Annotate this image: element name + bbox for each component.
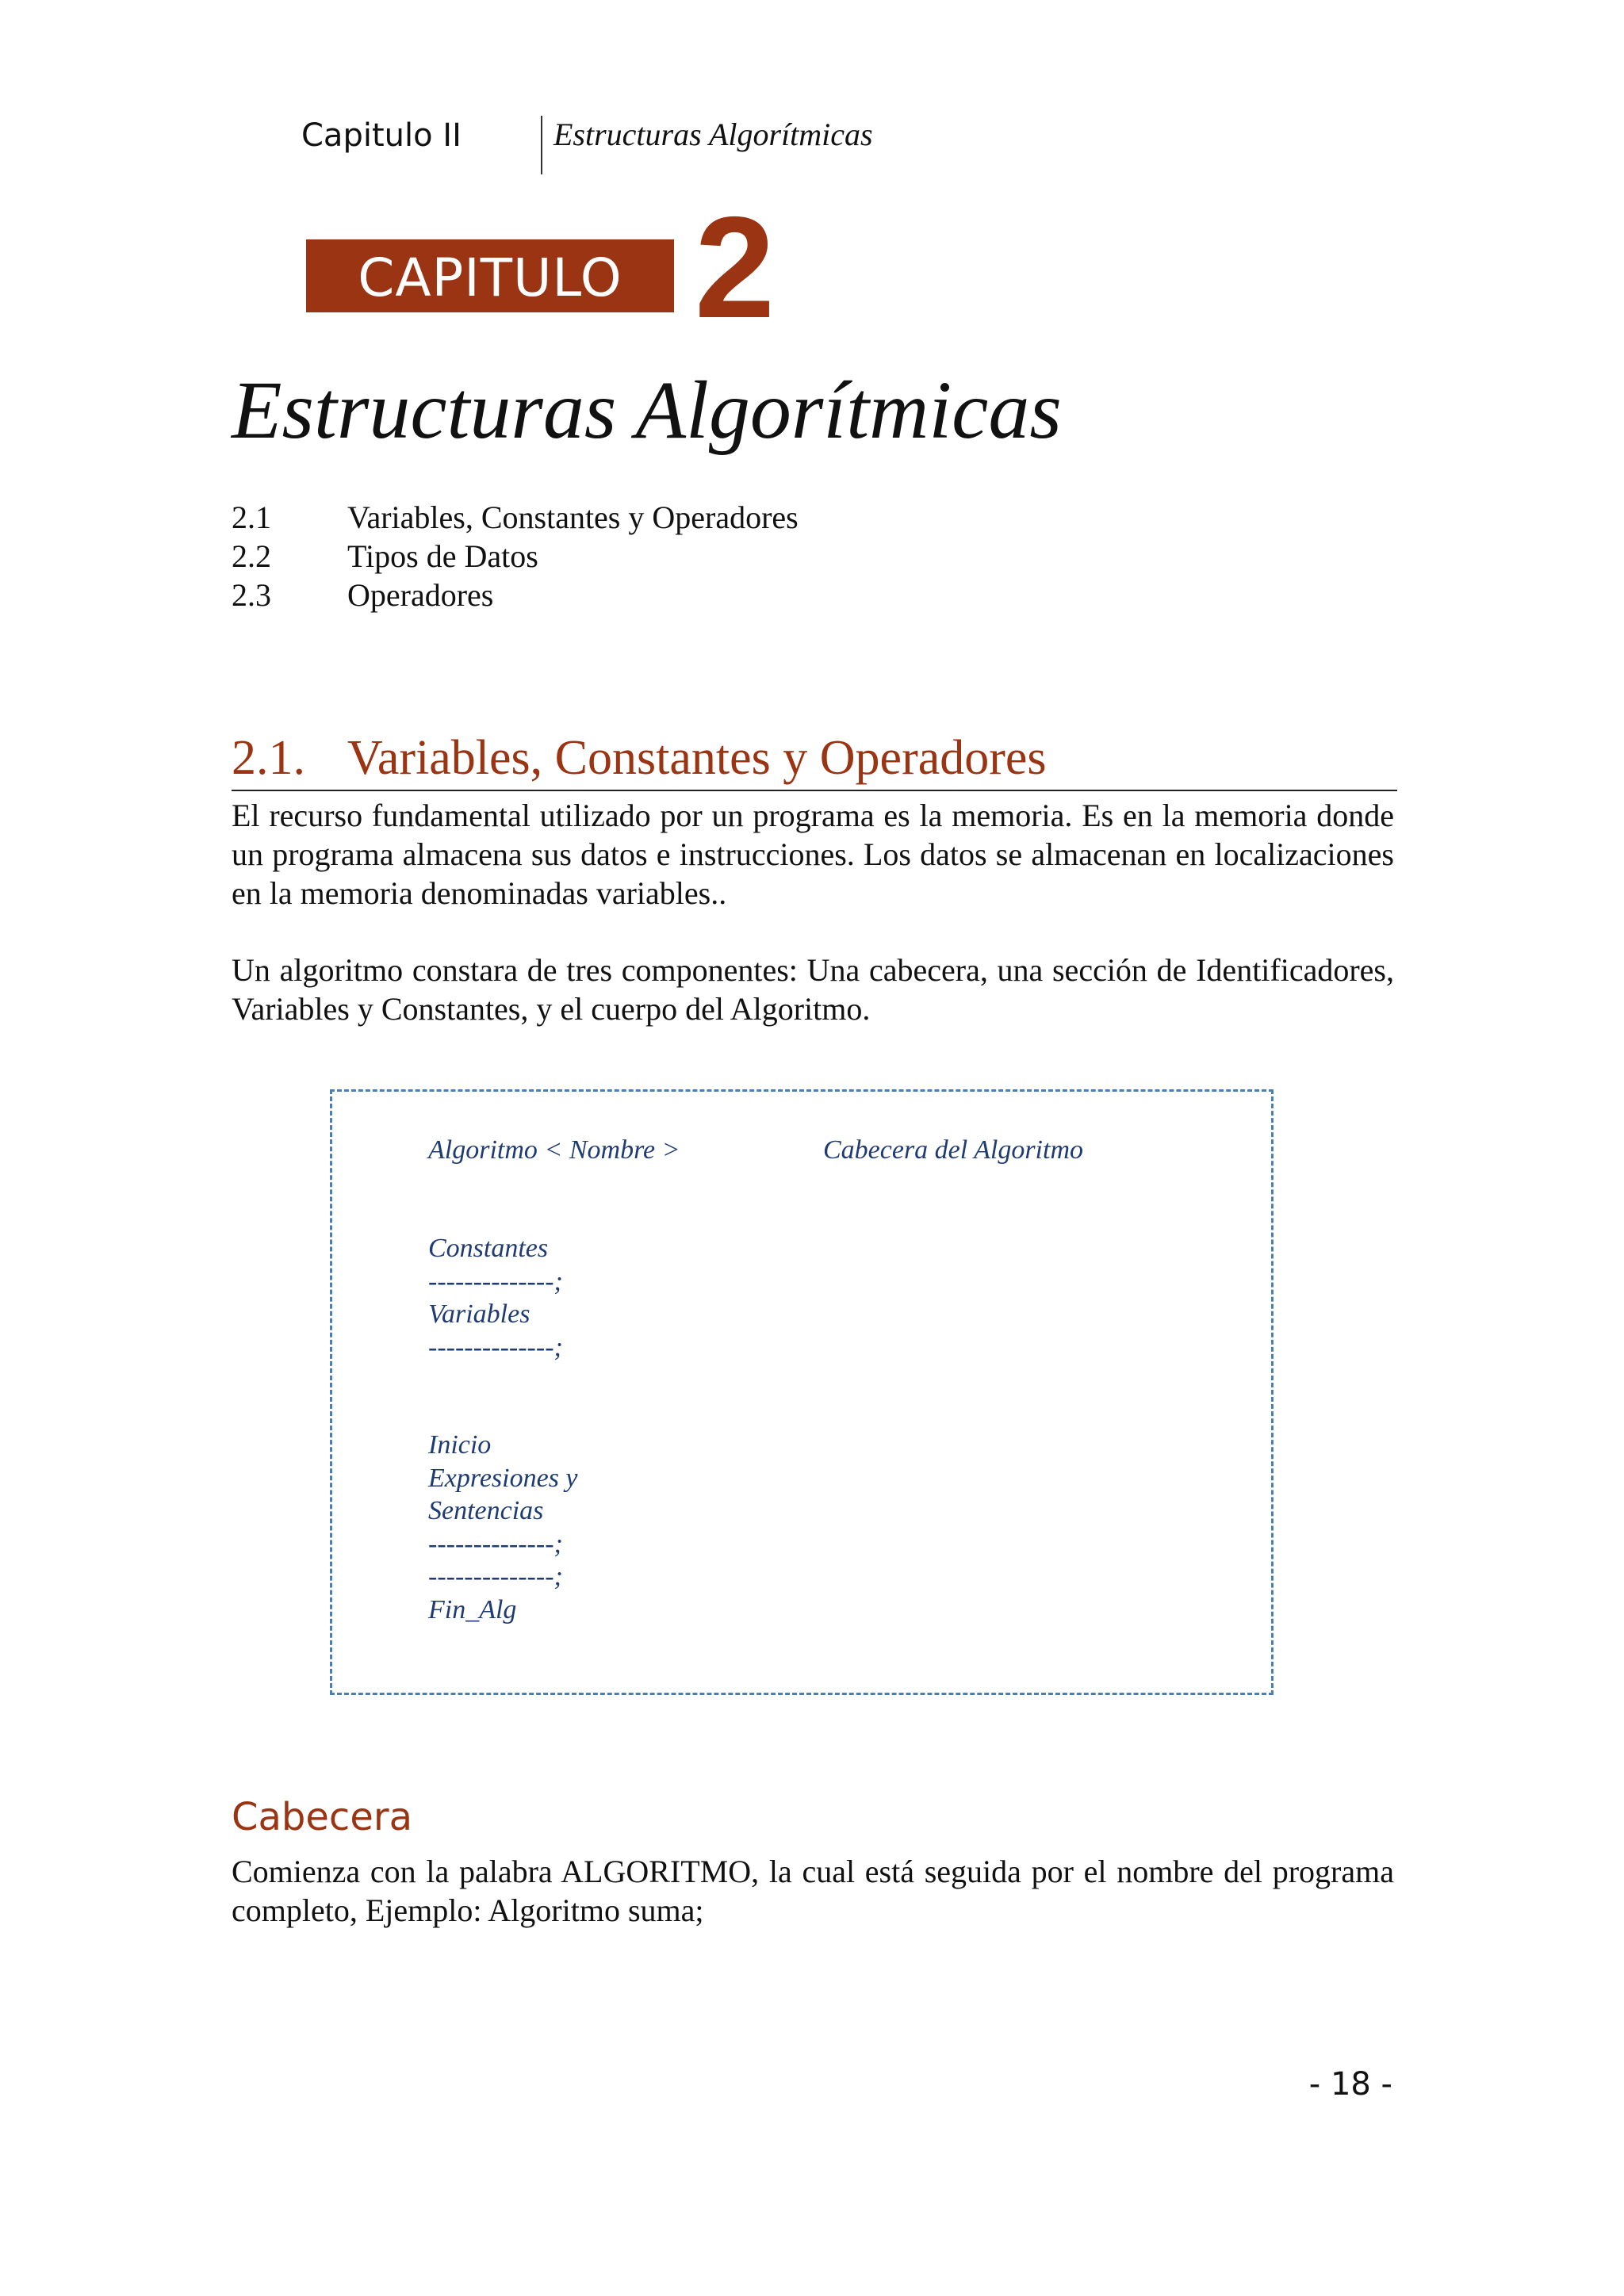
algorithm-end-label: Fin_Alg bbox=[428, 1595, 517, 1624]
algorithm-variables-label: Variables bbox=[428, 1299, 530, 1329]
algorithm-constants-line: --------------; bbox=[428, 1267, 563, 1296]
algorithm-header-line: Algoritmo < Nombre > bbox=[428, 1135, 680, 1165]
section-number: 2.1. bbox=[232, 731, 305, 785]
algorithm-body-dash: --------------; bbox=[428, 1562, 563, 1591]
toc-item bbox=[232, 537, 799, 576]
table-of-contents bbox=[232, 498, 799, 614]
page-title: Estructuras Algorítmicas bbox=[232, 365, 1062, 456]
algorithm-constants-label: Constantes bbox=[428, 1234, 549, 1263]
chapter-number: 2 bbox=[695, 186, 776, 348]
algorithm-body-dash: --------------; bbox=[428, 1529, 563, 1559]
toc-item bbox=[232, 576, 799, 614]
toc-item-label: Tipos de Datos bbox=[347, 538, 538, 574]
section-heading bbox=[232, 728, 1397, 791]
section-title: Variables, Constantes y Operadores bbox=[347, 731, 1047, 785]
toc-item-number: 2.2 bbox=[232, 538, 271, 574]
toc-item-label: Variables, Constantes y Operadores bbox=[347, 499, 799, 535]
body-paragraph: El recurso fundamental utilizado por un programa es la memoria. Es en la memoria donde un programa almacena sus datos e instrucciones. Los datos se almacenan en localizaciones en la memoria denominadas variables.. bbox=[232, 798, 1394, 911]
body-paragraph: Un algoritmo constara de tres componentes: Una cabecera, una sección de Identificadores, Variables y Constantes, y el cuerpo del Algoritmo. bbox=[232, 952, 1394, 1027]
algorithm-variables-line: --------------; bbox=[428, 1333, 563, 1362]
toc-item bbox=[232, 498, 799, 537]
algorithm-header-note: Cabecera del Algoritmo bbox=[823, 1135, 1083, 1165]
toc-item-number: 2.3 bbox=[232, 577, 271, 613]
toc-item-label: Operadores bbox=[347, 577, 494, 613]
body-paragraph: Comienza con la palabra ALGORITMO, la cual está seguida por el nombre del programa completo, Ejemplo: Algoritmo suma; bbox=[232, 1854, 1394, 1928]
algorithm-body-line: Expresiones y bbox=[428, 1464, 578, 1493]
running-header-divider bbox=[541, 116, 542, 174]
running-header-chapter: Capitulo II bbox=[301, 117, 462, 154]
toc-item-number: 2.1 bbox=[232, 499, 271, 535]
running-header-title: Estructuras Algorítmicas bbox=[553, 117, 873, 152]
subsection-heading: Cabecera bbox=[232, 1795, 412, 1839]
algorithm-begin-label: Inicio bbox=[428, 1430, 492, 1460]
algorithm-body-line: Sentencias bbox=[428, 1496, 544, 1525]
chapter-label: CAPITULO bbox=[358, 247, 622, 308]
page-number: - 18 - bbox=[1308, 2066, 1392, 2103]
